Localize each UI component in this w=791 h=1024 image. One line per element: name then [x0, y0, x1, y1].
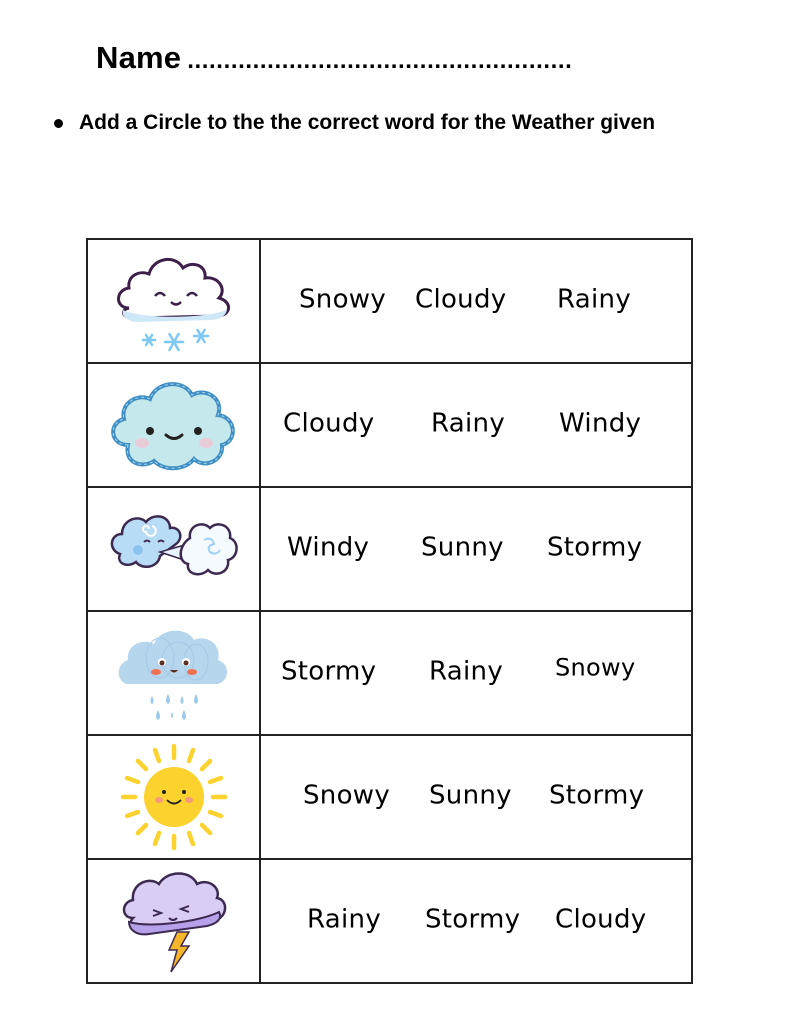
word-option[interactable]: Rainy: [431, 408, 506, 439]
image-cell: [87, 363, 260, 487]
table-row: [87, 735, 692, 859]
name-line: [96, 40, 572, 76]
instruction-text: Add a Circle to the the correct word for the Weather given: [79, 111, 656, 134]
image-cell: [87, 735, 260, 859]
word-choices: [260, 239, 692, 363]
word-option[interactable]: Stormy: [549, 780, 645, 811]
weather-table: [86, 238, 693, 984]
table-row: [87, 859, 692, 983]
image-cell: [87, 859, 260, 983]
snowy-cloud-icon: [109, 246, 239, 356]
word-option[interactable]: Cloudy: [283, 408, 375, 439]
word-option[interactable]: Rainy: [429, 656, 504, 687]
sunny-sun-icon: [119, 742, 229, 852]
word-option[interactable]: Windy: [287, 532, 370, 563]
stormy-cloud-icon: [119, 866, 229, 976]
word-choices: [260, 735, 692, 859]
name-blank[interactable]: .....................................................: [187, 47, 573, 74]
bullet-icon: [54, 119, 63, 128]
name-label: Name: [96, 40, 182, 75]
word-option[interactable]: Sunny: [429, 780, 512, 811]
word-option[interactable]: Snowy: [303, 780, 391, 811]
word-option[interactable]: Stormy: [425, 904, 521, 935]
table-row: [87, 239, 692, 363]
word-choices: [260, 363, 692, 487]
word-option[interactable]: Snowy: [555, 653, 636, 682]
word-option[interactable]: Rainy: [557, 284, 632, 315]
word-choices: [260, 859, 692, 983]
word-choices: [260, 611, 692, 735]
instruction: [54, 111, 655, 135]
word-option[interactable]: Windy: [559, 408, 642, 439]
table-row: [87, 611, 692, 735]
rainy-cloud-icon: [114, 618, 234, 728]
word-option[interactable]: Snowy: [299, 284, 387, 315]
word-option[interactable]: Stormy: [281, 656, 377, 687]
word-option[interactable]: Cloudy: [555, 904, 647, 935]
word-option[interactable]: Stormy: [547, 532, 643, 563]
word-option[interactable]: Sunny: [421, 532, 504, 563]
table-row: [87, 363, 692, 487]
image-cell: [87, 239, 260, 363]
image-cell: [87, 487, 260, 611]
image-cell: [87, 611, 260, 735]
word-option[interactable]: Rainy: [307, 904, 382, 935]
table-row: [87, 487, 692, 611]
windy-cloud-icon: [104, 504, 244, 594]
word-choices: [260, 487, 692, 611]
word-option[interactable]: Cloudy: [415, 284, 507, 315]
cloudy-cloud-icon: [104, 375, 244, 475]
